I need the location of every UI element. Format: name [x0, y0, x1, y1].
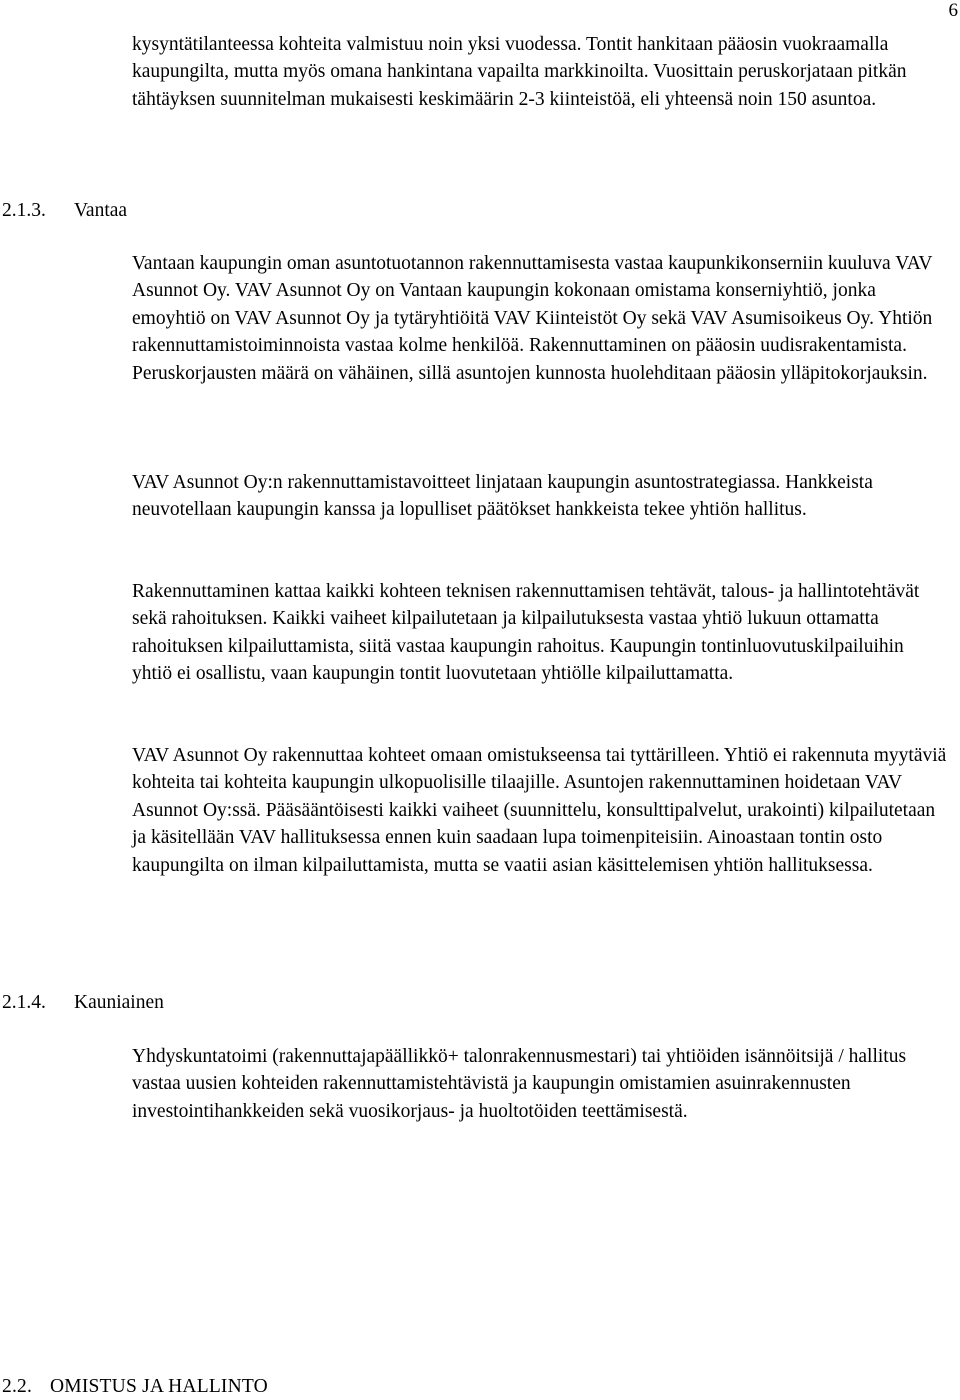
- section-number: 2.2.: [2, 1376, 33, 1397]
- vantaa-paragraph-1: Vantaan kaupungin oman asuntotuotannon rakennuttamisesta vastaa kaupunkikonserniin kuuluva VAV Asunnot Oy. VAV Asunnot Oy on Vantaan kaupungin kokonaan omistama konserniyhtiö, jonka emoyhtiö on VAV Asunnot Oy ja tytäryhtiöitä VAV Kiinteistöt Oy sekä VAV Asumisoikeus Oy. Yhtiön rakennuttamistoiminnoista vastaa kolme henkilöä. Rakennuttaminen on pääosin uudisrakentamista. Peruskorjausten määrä on vähäinen, sillä asuntojen kunnosta huolehditaan pääosin ylläpitokorjauksin.: [132, 253, 933, 384]
- page-number: 6: [948, 0, 958, 21]
- vantaa-paragraph-2: VAV Asunnot Oy:n rakennuttamistavoitteet linjataan kaupungin asuntostrategiassa. Hankkeista neuvotellaan kaupungin kanssa ja lopulliset päätökset hankkeista tekee yhtiön hallitus.: [132, 472, 873, 521]
- section-heading-vantaa: [2, 197, 127, 224]
- kauniainen-paragraph-1: Yhdyskuntatoimi (rakennuttajapäällikkö+ talonrakennusmestari) tai yhtiöiden isännöitsijä / hallitus vastaa uusien kohteiden rakennuttamistehtävistä ja kaupungin omistamien asuinrakennusten investointihankkeiden sekä vuosikorjaus- ja huoltotöiden teettämisestä.: [132, 1046, 907, 1122]
- vantaa-paragraph-4: VAV Asunnot Oy rakennuttaa kohteet omaan omistukseensa tai tyttärilleen. Yhtiö ei rakennuta myytäviä kohteita tai kohteita kaupungin ulkopuolisille tilaajille. Asuntojen rakennuttaminen hoidetaan VAV Asunnot Oy:ssä. Pääsääntöisesti kaikki vaiheet (suunnittelu, konsulttipalvelut, urakointi) kilpailutetaan ja käsitellään VAV hallituksessa ennen kuin saadaan lupa toimenpiteisiin. Ainoastaan tontin osto kaupungilta on ilman kilpailuttamista, mutta se vaatii asian käsittelemisen yhtiön hallituksessa.: [132, 745, 947, 876]
- section-heading-kauniainen: [2, 989, 164, 1016]
- section-title: OMISTUS JA HALLINTO: [50, 1376, 268, 1397]
- intro-paragraph: kysyntätilanteessa kohteita valmistuu noin yksi vuodessa. Tontit hankitaan pääosin vuokraamalla kaupungilta, mutta myös omana hankintana vapailta markkinoilta. Vuosittain peruskorjataan pitkän tähtäyksen suunnitelman mukaisesti keskimäärin 2-3 kiinteistöä, eli yhteensä noin 150 asuntoa.: [132, 34, 907, 110]
- section-number: 2.1.3.: [2, 200, 46, 221]
- vantaa-paragraph-3: Rakennuttaminen kattaa kaikki kohteen teknisen rakennuttamisen tehtävät, talous- ja hallintotehtävät sekä rahoituksen. Kaikki vaiheet kilpailutetaan ja kilpailutuksesta vastaa yhtiö lukuun ottamatta rahoituksen kilpailuttamista, siitä vastaa kaupungin rahoitus. Kaupungin tontinluovutuskilpailuihin yhtiö ei osallistu, vaan kaupungin tontit luovutetaan yhtiölle kilpailuttamatta.: [132, 581, 920, 685]
- section-title: Kauniainen: [74, 992, 164, 1013]
- section-heading-omistus: [2, 1373, 268, 1400]
- section-number: 2.1.4.: [2, 992, 46, 1013]
- section-title: Vantaa: [74, 200, 128, 221]
